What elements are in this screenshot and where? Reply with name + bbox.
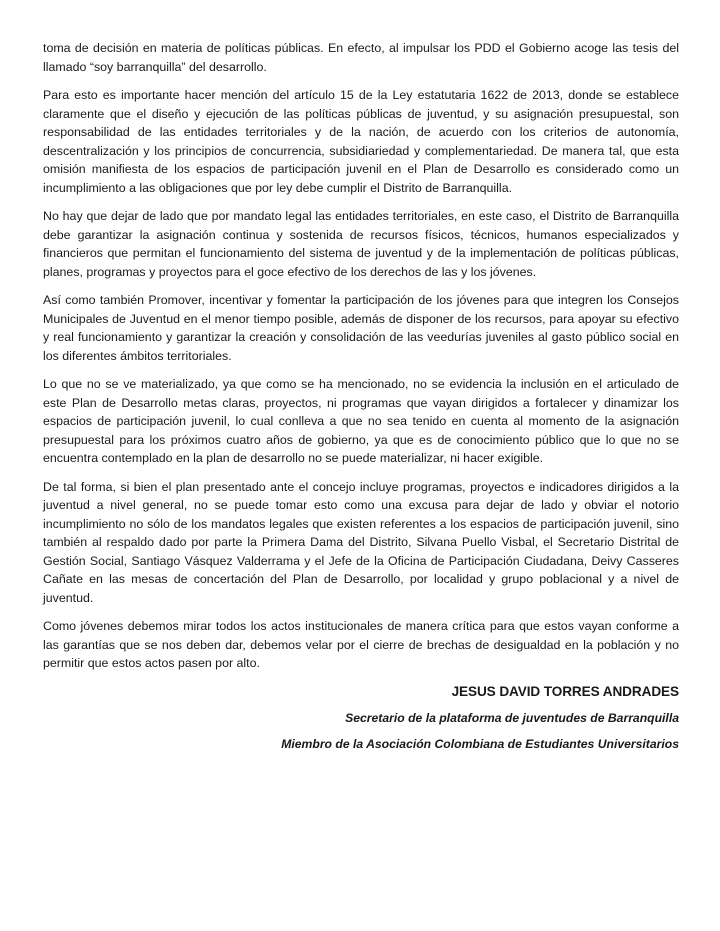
signature-block — [43, 683, 679, 753]
paragraph-4: Así como también Promover, incentivar y fomentar la participación de los jóvenes para que integren los Consejos Municipales de Juventud en el menor tiempo posible, además de disponer de los recursos, para apoyar su efectivo y real funcionamiento y garantizar la creación y consolidación de las veedurías juveniles al gasto público social en los diferentes ámbitos territoriales. — [43, 293, 679, 363]
signature-role-secretary: Secretario de la plataforma de juventudes de Barranquilla — [345, 710, 679, 725]
paragraph-1: toma de decisión en materia de políticas públicas. En efecto, al impulsar los PDD el Gobierno acoge las tesis del llamado “soy barranquilla” del desarrollo. — [43, 41, 679, 74]
document-page — [43, 39, 679, 762]
paragraph-2: Para esto es importante hacer mención del artículo 15 de la Ley estatutaria 1622 de 2013, donde se establece claramente que el diseño y ejecución de las políticas públicas de juventud, y su asignación presupuestal, son responsabilidad de las entidades territoriales y de la nación, de acuerdo con los criterios de autonomía, descentralización y los principios de concurrencia, subsidiariedad y complementariedad. De manera tal, que esta omisión manifiesta de los espacios de participación juvenil en el Plan de Desarrollo es considerado como un incumplimiento a las obligaciones que por ley debe cumplir el Distrito de Barranquilla. — [43, 88, 679, 195]
signature-role-member: Miembro de la Asociación Colombiana de Estudiantes Universitarios — [281, 736, 679, 751]
paragraph-3: No hay que dejar de lado que por mandato legal las entidades territoriales, en este caso, el Distrito de Barranquilla debe garantizar la asignación continua y sostenida de recursos físicos, técnicos, humanos especializados y financieros que permitan el funcionamiento del sistema de juventud y de la implementación de políticas públicas, planes, programas y proyectos para el goce efectivo de los derechos de las y los jóvenes. — [43, 209, 679, 279]
paragraph-7: Como jóvenes debemos mirar todos los actos institucionales de manera crítica para que estos vayan conforme a las garantías que se nos deben dar, debemos velar por el cierre de brechas de desigualdad en la población y no permitir que estos actos pasen por alto. — [43, 619, 679, 670]
paragraph-5: Lo que no se ve materializado, ya que como se ha mencionado, no se evidencia la inclusión en el articulado de este Plan de Desarrollo metas claras, proyectos, ni programas que vayan dirigidos a fortalecer y dinamizar los espacios de participación juvenil, lo cual conlleva a que no sea tenido en cuenta al momento de la asignación presupuestal para los próximos cuatro años de gobierno, ya que es de conocimiento público que lo que no se encuentra contemplado en la plan de desarrollo no se puede materializar, ni hacer exigible. — [43, 377, 679, 465]
paragraph-6: De tal forma, si bien el plan presentado ante el concejo incluye programas, proyectos e indicadores dirigidos a la juventud a nivel general, no se puede tomar esto como una excusa para dejar de lado y obviar el notorio incumplimiento no sólo de los mandatos legales que existen referentes a los espacios de participación juvenil, sino también al respaldo dado por parte la Primera Dama del Distrito, Silvana Puello Visbal, el Secretario Distrital de Gestión Social, Santiago Vásquez Valderrama y el Jefe de la Oficina de Participación Ciudadana, Deivy Casseres Cañate en las mesas de concertación del Plan de Desarrollo, por localidad y grupo poblacional y a nivel de juventud. — [43, 479, 679, 605]
signature-name: JESUS DAVID TORRES ANDRADES — [451, 683, 679, 699]
